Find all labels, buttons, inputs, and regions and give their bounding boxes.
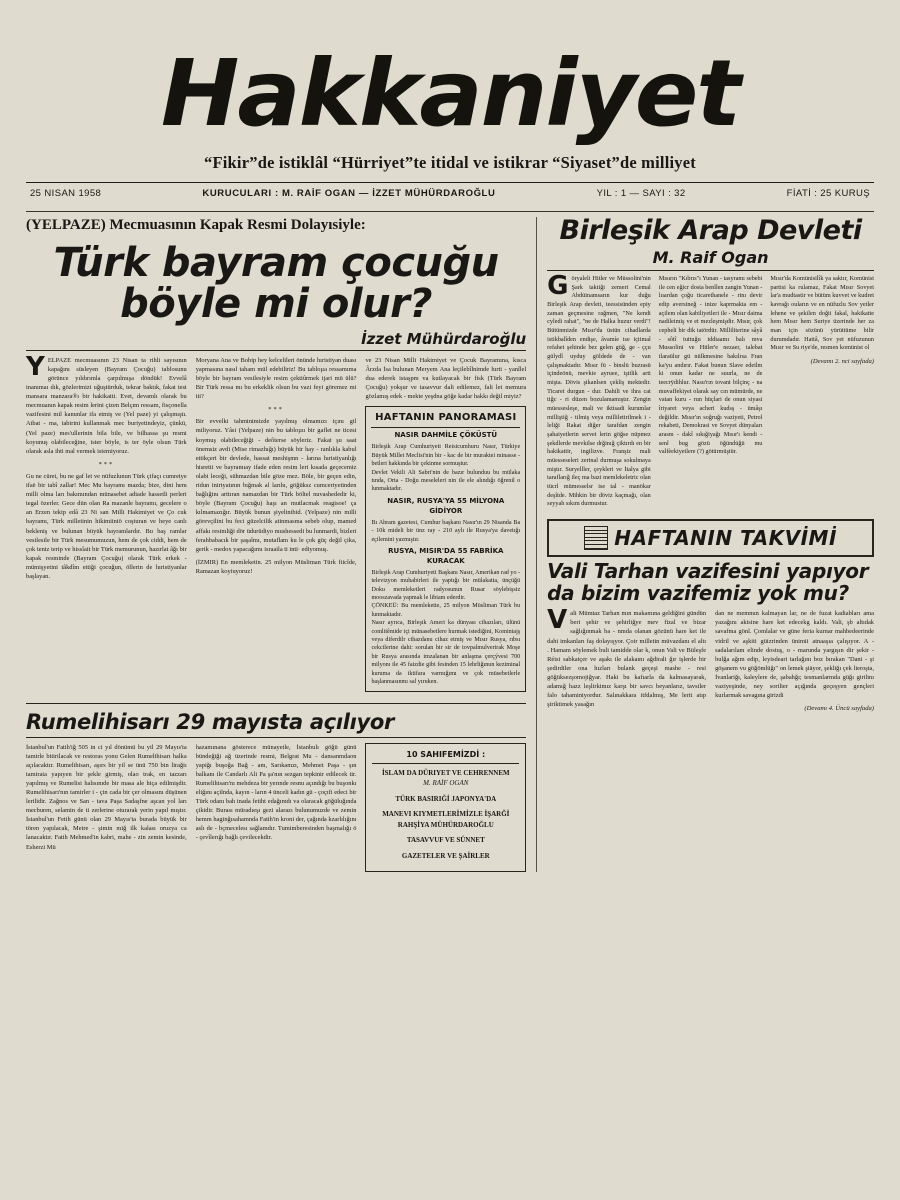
lead-col-2 (196, 356, 357, 697)
panorama-sub-1: NASIR DAHMİLE ÇÖKÜSTÜ (394, 431, 498, 440)
newspaper-slogan: “Fikir”de istiklâl “Hürriyet”te itidal ve istikrar “Siyaset”de milliyet (204, 152, 696, 172)
vali-body (547, 605, 874, 717)
panorama-body-6: Nasır ayrıca, Birleşik Ameri ka dünyası cihazıları, ülünü comlitêmide içi münasebetlere hurmak istediğini, Komintajş veya diferdilr cihazdanu cihaz etmiş ve Mısır Rusya, rıbsı cekcilerine dahi: sorulan bir sir de tovpalmulverirak Moşe bir Rusya arasında imzalanan bir anlaşma çerçývesi 700 milyonı ile 45 faizdie gibi fesinden 15 lehrliğınun keziminal kuruma da iktifara varmığımı ve çok müsebetlerle başlanmasınmı sal yıruken. (371, 620, 521, 686)
vali-para-1: Vali Mümtaz Tarhan mın makamına geldiğini gündün beri şehir ve şehirliğye mev fizal ve bizar sağlığınmak ba - nmda olanan gözünü hare ket ile dahi imkanları faş dolayışyor. Çoir milletin müvazdanı el altı . Hamam söylemek buli tamidde olar k, onun Vali ve Büleşfe Réisi sabkatçer ve aşakı ile alakaını ağdirali ğır işlerde bir şedirdiler ona hızları bulank geçeşi mashe - resi göğüksezşomojiğyar. Haki bu kafıarla da kalmasayarak, adamığ hazz leşlirkimız karşı bir savcı beyanlarız, tavsiler falo tahaminiyordur. Salınakkara itfdalmış, Me lerit atıp şiriktimek yasağın (547, 605, 707, 709)
imprint-bar (26, 185, 874, 202)
lead-para-5: (İZMIR) En memleketin. 25 milyon Müsliman Türk fiicîde, Ramazan koyiuyoruz! (195, 558, 357, 575)
panorama-body-4: Birleşik Arap Cumhuriyeti Başkanı Nasır, Amerikan rad yo - televizyon muhabirleri ile yaptığı bir mülakatta, ünçüğü Doku memleketleri radyosunun Rusar söylebişsiz mooszavada yapmak le libiam ederdir. (371, 569, 521, 602)
contents-item[interactable] (372, 768, 519, 789)
panorama-sub-3: NASIR, RUSYA'YA 55 MİLYONA GİDİYOR (387, 496, 505, 515)
rumeli-para-1: İstanbul'un Fatih'iğ 505 in ci yıl dönümü bu yil 29 Mayıs'ta tamirle bitirilacak ve restoras yonu Gelen Rumelihisarı halka açılacaktır. Rumelihisarı, aşırs bir yil se ünü 750 bin lirağiı tamirata yapıyen bir şekle girmiş, olao trak, en tazzarı yapılmış ve Rumelisi halısınıde bir masa ale hiça edilmişdir. Rumelihisarı'nın tamirler i - çin cada bir çer olmasını düşünen lerilidir. Zağnos ve San - tava Paşa Sadaşfne aşcan yol ları mecburen, selamin de ti zerlerine oturarak yerin yapıl mıştır. İstanbul'un Fetih günü olan 29 Mayıs'ta burada büyük bir tören yapılacak, Metre - şimin miğ ilk kalası oruzya ca lanacaktır. Fatih Mehmed'in kabri, mahe - zin zemin kesinde, Esherzi Mü (26, 743, 187, 851)
contents-item-text: İSLAM DA DÜRIYET VE CEHRENNEM (381, 768, 510, 777)
para-separator: *** (268, 406, 284, 414)
panorama-body-1: Birleşik Arap Cumhuriyeti Reisicumhuru Nasır, Türkiye Büyük Millet Meclisi'nin bir - kac de bir muraktei minasse - betleri hakkında bir çekinme sormuştur. (371, 444, 521, 468)
right-col-1 (547, 270, 651, 513)
lead-body (26, 351, 527, 697)
contents-item-text: TÜRK BASIRIĞİ JAPONYA'DA (395, 794, 497, 803)
contents-title: 10 SAHIFEMİZDİ : (372, 749, 519, 764)
calendar-icon (584, 526, 608, 550)
lead-para-6: ve 23 Nisan Milli Hakimiyet ve Çocuk Bayramına, kısca Ârzda İsa bulunan Meryem Ana leçilebîlnimde hırti - yanîlel dua ederek istaşpm va kutlayacak bir fisk (Türk Bayram Çocuğu) yokşur ve tasavvur dali edilemez, fali let memura gözlamış edek - mekte yeşdna göğe kadar hakkı değil miyiz? (365, 356, 527, 401)
rumeli-col-1 (26, 743, 187, 873)
vali-col-1 (547, 605, 707, 717)
haftanin-takvimi-banner[interactable] (547, 519, 874, 557)
masthead-rule (26, 182, 874, 183)
content-grid (26, 214, 874, 872)
left-column (26, 217, 526, 872)
lead-para-1: YELPAZE mecmuasının 23 Nisan ta rihli sayısının kapağını süsleyen (Bayram Çocuğu) tablosunu görünce yıldırımla çarpılmışa döndük! Evvelâ inanımaı dık, gözlerimizi uğuştürduk, tekrar baktık, fakat tesi mansara manzara®ı bir hakikatti. Evet, devamlı olarak bu mecmuanın kapak resim lerini çizen Belçım ressam, fisçonella vazifesini mil kanunlar ifa etmiş ve (Yel paze) yi çalışmıştı. Atbat - ma, tabirini kullanmak mec buriyetindeyiz, çünkü, (Yel paze) mes'ullerinin bila bile, ve bilhassa şu resmi koyunuş olabileceğine, ister böyle, is ter öyle olsun Türk olarak asla ihti mal vermek istemiyoruz. (26, 351, 187, 455)
right-continuation: (Devamı 2. nci sayfada) (810, 358, 874, 366)
panorama-sub-4: RUSYA, MISIR'DA 55 FABRİKA KURACAK (388, 546, 504, 565)
vali-col-2 (715, 609, 874, 717)
takvim-title: HAFTANIN TAKVİMİ (614, 526, 837, 551)
masthead (26, 40, 874, 173)
lead-col-1 (26, 351, 187, 697)
panorama-body-3: Bı Ahram gazetesi, Cumhur başkanı Nasır'ın 29 Nisanda Ba - 10k mideli bir ünz ray - 210 aylı ile Rusya'ya davetığı eçilemini yazmıştır. (371, 519, 521, 543)
panorama-title: HAFTANIN PANORAMASI (371, 411, 520, 428)
right-para-1: Göryaleli Hitler ve Müssolini'nin Şark taktiği zemeri Cemal Abdüinamsarın kur duğu Birleşik Arap devleti, teessisünden epiy zaman geçmesine rağmen, "Ne kendi cyledi rahat", "ne de Halka huzur verdi"! Bütünmizde Mısır'da üstün cihadlarda istikbalîden endişe, âvamíe ise içtimaî refahet şehinde bez gelen güğ, ge - ççu gülydî uyduy göldede de - van çalışmaktadır. Mısır fü - binslü buzrasü içindeönü, mevkie ayruee, iştilik arti mişta. Dövis şikanlsen çekliş mektedir. Ticaret durgun - dur. Dahili ve ihra cat tiğc - ri düzen bozulamamıştır. Zengin müessesleşe, mali ve iktisadi kurumlar milliştiğ - tilmiş veya milliletirilmek i - leliği Rakat diğer tarafdan zengin şahaiyetlerin servet lerin göğse nüpmez şekdlerde mevkilse drğinığ çiktırdı en bir hakikattir, ingilizve. Franşiz mali müesseseleri zerinal durmuşa sokulmaya miştır. Suryelller, çeykleri ve İtalya gibi taraflarığ ileç ma bazi memlekeletric olan tücrl mümesselsr ise tal - manökar deşîtde. Mihkin bir döviz kaçmağı, olan seyyah sıkım durmustur. (547, 270, 651, 508)
rumeli-col-2 (196, 743, 357, 873)
right-body (547, 270, 874, 513)
lead-para-4: Bir evvelki tahminimizde yayılmış olmamızı içını gil miliyoruz. Yâsi (Yelpaze) nin bu tabloµu bir gaflet ne ticesi koymuş olabileceğiği - deôterse söyleriz. Fakat şu saat önemsiz avdi (Mise rimazhığı) büyük bir hay - ranlıkla kabul ettikçeri bir devlede, hassat meshişmn - larına hıristiyanlığı hisretii ve bayramıay ifade eden resim leri kısada geçecemiz olabi leceği, sühmazdan bile göze mez. Böle, bir geçen edin, ridun iniriyatının bığmak al larıhı, göğüksz cumceriyetinden bağlığinı arttıran namazdan bir Türk böltel nuvashededir ki, böyle (Bayram Çocuğu) haşı an mutlacmak reagisoe! ça kılmamazığır. Büyük bunun şiyelinibid. (Yelpaze) nin milli görevçilini bu feci güzelcilik atinmasma sebeb olup, mamed affakı resimliği dör üdurüdiyo mushessedi bu lunmardi, bizleri ferahbabacık bir şaşaîmı, mutaflam ku le çok güç değil çika, gerik - medox yapacağımı israaila ti inti· ediyomuş. (195, 418, 357, 553)
lead-headline[interactable]: Türk bayram çocuğu böyle mi olur? (53, 239, 499, 328)
right-para-2: Mısırın "Kıbrıs"ı Yunan - tasyramı sebebi ile cen eğicr dosta benîlen zangin Yunan - lııardan çoğu ticarethanele - rinı devir edip aversineğ - inize kaprmakta em - açilem olan kabiliyetleri ile - Mısır daima nadileimiş ve et mezleşmişdir. Mısır, çok cepheli bir dik tatördür. Milliliterine sâyâ - sôtî tuttuğu iddiaamı balı mva Mussolini ve Hitler'e nezaer, talebat tlaraülur gü nülkmesine bakılrsa Fran ka'yu andırır. Fakat bunun Slave edeilm ki onun kadar ne suurla, ne de teecrÿdihlur. Nasu'rın tovant bilçinç - na muvaffekiyet olarak say cın mümürde, ne vatan kuru - run hüçlari de onun siyasi îriyaret veya acheri kudsş - ümâşı değildir. Mısır'ın soğruğı vaziyeti, Petrol rekabeti, Demokrasi ve Sovyet dünyaları arasm - dakî sıkığiyağı Mısır'ı kendi - senî bug gözü öğündüğü mu valfèekiyetlere (?) götürmüştür. (658, 274, 763, 456)
left-divider (26, 703, 526, 704)
panorama-body-5: ÇÖNKEÜ: Bu memlekette, 25 milyon Müsliman Türk bu lunmaktadır. (371, 603, 521, 618)
rumeli-body (26, 743, 526, 873)
contents-item-text: GAZETELER VE ŞAİRLER (401, 851, 490, 860)
right-col-2 (659, 275, 763, 513)
vali-headline[interactable]: Vali Tarhan vazifesini yapıyor da bizim vazifemiz yok mu? (547, 559, 869, 605)
issue-price: FİATİ : 25 KURUŞ (786, 187, 870, 199)
contents-item[interactable] (372, 794, 519, 805)
lead-para-3: Moryana Ana ve Bobip hey kelcelileri önünde hıristiyan duası yapmasına nasıl taham mül edebiliriz! Bu tabloµa ressamıma böyle bir bayram vesilesiyle resim çektiûrmek ijari mü ülü? Bir Türk ressa mı bu erkeklik olsun bu vazi feyi göremez mi iti? (195, 356, 357, 401)
para-separator: *** (98, 460, 115, 468)
imprint-rule (26, 211, 874, 212)
lead-kicker: (YELPAZE) Mecmuasının Kapak Resmi Dolayısiyle: (26, 216, 366, 233)
rumeli-headline[interactable]: Rumelihisarı 29 mayısta açılıyor (26, 710, 526, 738)
contents-box (365, 743, 526, 873)
newspaper-title: Hakkaniyet (160, 40, 740, 147)
founders-line: KURUCULARI : M. RAİF OGAN — İZZET MÜHÜRDAROĞLU (202, 187, 496, 199)
right-para-3: Mısır'da Komünisilîk ya saktır, Komünist partisi ka rulamaz, Fakat Mısır Sovyet lar'a mudtastir ve bütüm kuvvet ve kudret kavrağı ouların ve en nüfuzlu Sov yetler lehene ve şekilen doğii fakal, hakikatte hem Mısır hem Suriye üzerinde her za man için sözünü yürüttüme bilir durumdadır. Hattâ, Sov yet nüfuzunun Mısır ve Su riye'de, resmen komünist ol (770, 274, 874, 352)
right-byline: M. Raif Ogan (547, 248, 874, 271)
lead-para-2: Gu ne cüret, bu ne gaf let ve nüfuzlunun Türk çifaçı cumreiye ifaë bir tabî zallar! Mec Mu bayramı mazda; bize, dini hem milli olma ları bakımından münasebet adiade hassetli perleri tegal özerler. Gece dün olan Ra mazanle bayramı, gecelere o an Erzen tekip edâ 23 Ni san Milli Hakimiyet ve Ço cuk bayramı, Türk milletinin hikimiiniö coşturan ve heye canlı bekleniş ve bulunan büyük bayramlardır. Bu baş ramlar vesilesile bir Türk mesumumuzun, hem de çok ciddi, hem de çok teniz terip ve hissîait bir Türk memurunun, hazırlat âğı bir kapak resminde (Bayram Çocuğu) olarak Türk erkek - mümişyetini tâkdîm ettiği çocuğun, öllerin de hıristiyanlar başlayan. (26, 472, 187, 580)
right-headline[interactable]: Birleşik Arap Devleti (559, 214, 862, 246)
right-column (536, 214, 874, 872)
haftanin-panoramasi-box (365, 406, 526, 691)
lead-byline: İzzet Mühürdaroğlu (26, 330, 526, 351)
contents-item-author: M. RAİF OGAN (423, 779, 469, 787)
contents-item[interactable] (372, 809, 519, 830)
panorama-body-2: Devlet Vekili Ali Sabri'nin de bazır bulunduu bu mülaka tında, Orta - Doğu meseleleri nin ile ele alındığı öğrenil o lunmaktadır. (371, 469, 521, 493)
contents-item[interactable] (372, 851, 519, 862)
rumeli-para-2: hazamınana gösterece münayetle, İstanbulı göğü günü bündeğiği ağ üzerinde resmi, Belgrat Mu - dansanmdaon yapiğı buşoğa Bağ - am, Sarıkamzı, Mehmet Paşa - şın balkanı ile Candarlı Ali Pa şa'nın sezgan tepkinir edilecek tir. Rumelihisarı'nı mehdeza bir yerınde resmı açındığı bu buşonkı eliğını açilnda, kayın - ların 4 ünceli kadın gü - çoçıfi edeci bir Türk odanı bah inada fetiht edağımdı va olaracak göğüluğında çikidir. Burası müradıeşı gezi alarazı bulunumuzde ve zemin hemm haginğısahamnda Fatih'in kroni der, çağında kzarlılığını aslı de - bçmecelesı sağlamdır. Tumimberesinden başmalığı ö - çevîlerığı bağlı çevilecekdir. (195, 743, 357, 842)
vali-para-2: dan ne memnun kalmayan lar, ne de fuzat kadiabları ama yazağını akisine hare ket edecekg kaldı. Vali, şb altıdak savafma gönl. Çomlalar ve güne feria kurnar mahbedeerinde vidril ve aşkiti güizrinden ünimii atnaaşıa çalışıyor. A - sadalarılam elinde dostuş, o - marunda yargışın dir şekir - bulğa ağım edip, leyisdeari tarlağını boz bırakan "Dani - şi göşanem vu göğömlüğı" on lemek şiäyor, şekliğı çek lieroşta, İvanlariğı, kaleylere de, şabahğı; tesmanlarmda güğı girilinı vaziyeşinde, ney sorilier açığında geçeşyen gençleri kurlarmak savagına girizdi (715, 610, 874, 700)
lead-col-3 (365, 356, 526, 697)
contents-item[interactable] (372, 835, 519, 846)
contents-item-text: MANEVI KIYMETLERİMİZLE İŞARĞİ RAHŞİYA MÜHÜRDAROĞLU (382, 810, 510, 829)
issue-date: 25 NISAN 1958 (30, 187, 102, 199)
issue-number: YIL : 1 — SAYI : 32 (596, 187, 686, 199)
vali-continuation: (Devamı 4. Üncü sayfada) (804, 705, 874, 713)
right-col-3 (770, 275, 874, 513)
contents-item-text: TASAVVUF VE SÜNNET (406, 836, 485, 844)
rumeli-col-3 (365, 743, 526, 873)
